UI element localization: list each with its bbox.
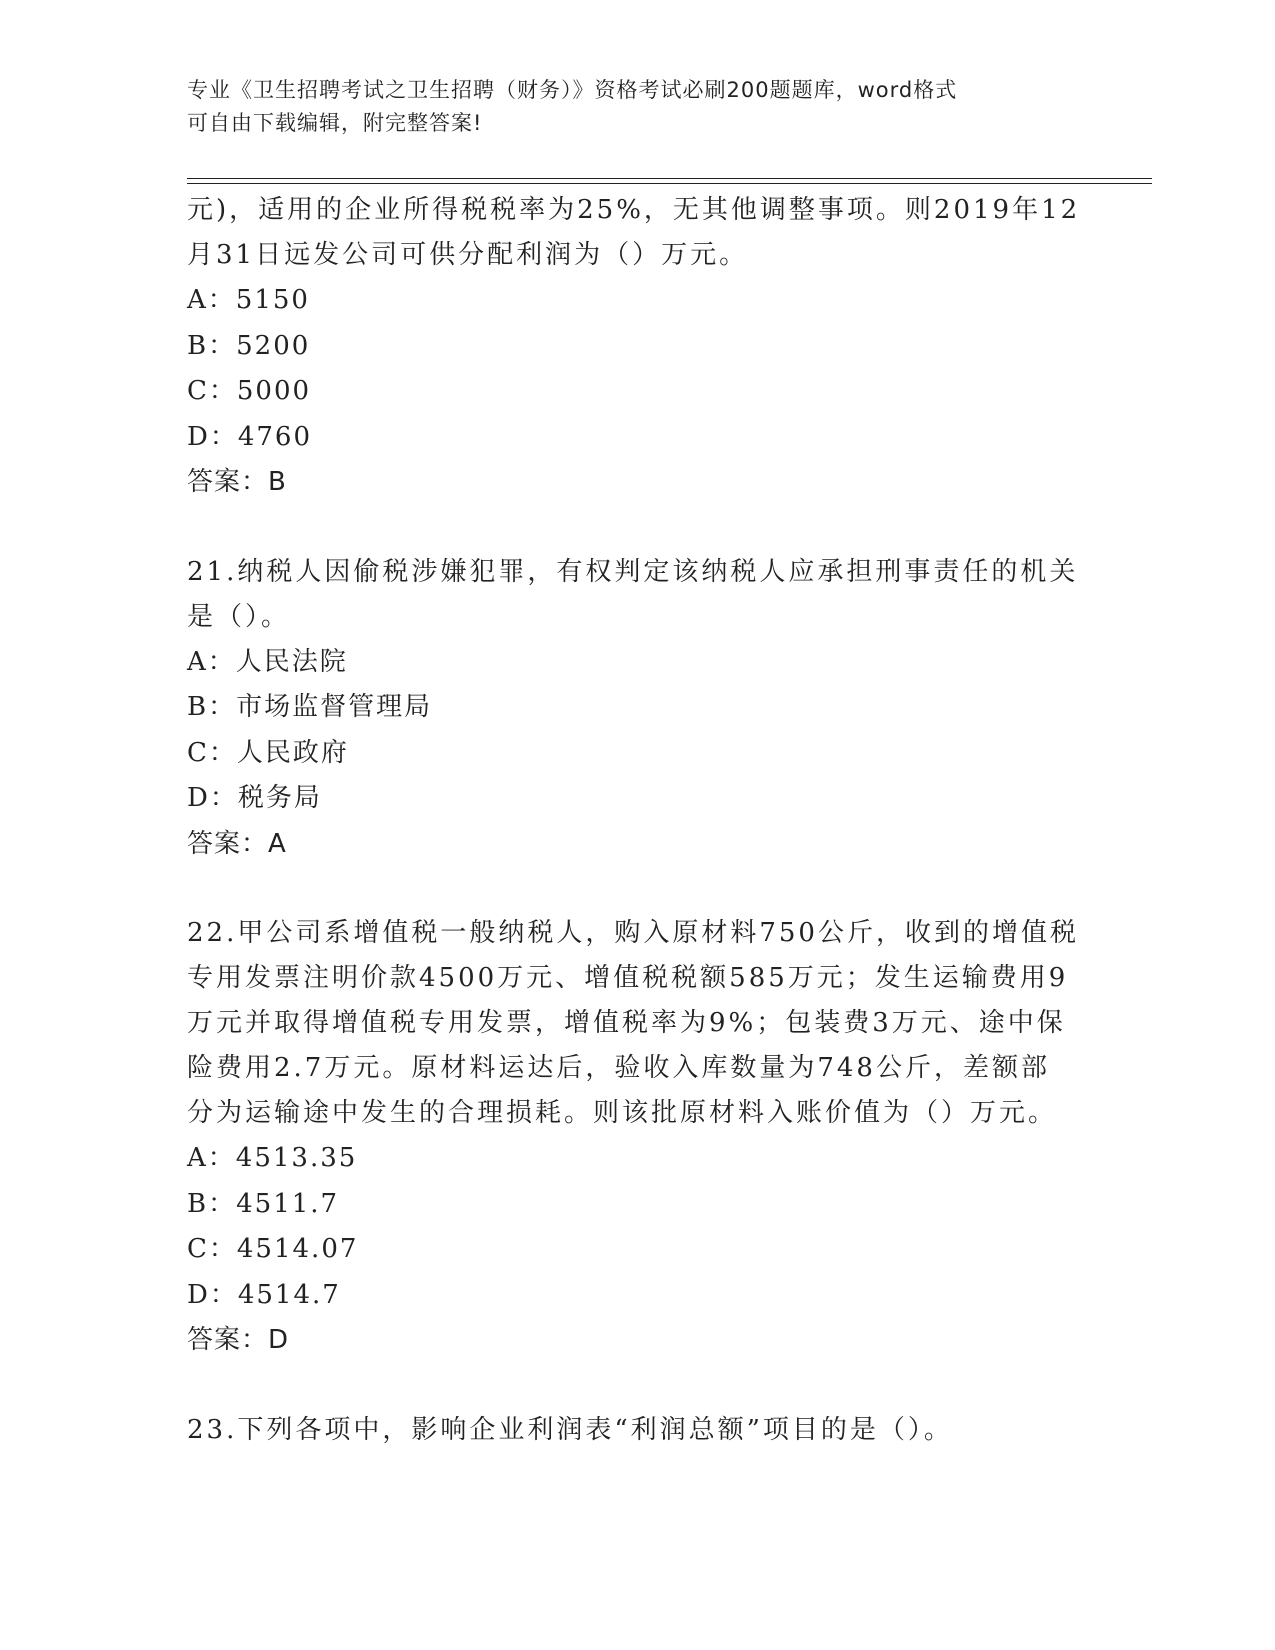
answer-line: 答案：D xyxy=(187,1325,290,1355)
answer-line: 答案：B xyxy=(187,467,287,497)
page-header xyxy=(187,74,1087,140)
option-c: C：4514.07 xyxy=(187,1234,359,1264)
question-text-line: 分为运输途中发生的合理损耗。则该批原材料入账价值为（）万元。 xyxy=(187,1098,1058,1128)
option-a: A：人民法院 xyxy=(187,646,348,677)
question-text-line: 21.纳税人因偷税涉嫌犯罪，有权判定该纳税人应承担刑事责任的机关 xyxy=(187,556,1079,587)
option-b: B：市场监督管理局 xyxy=(187,692,433,722)
question-23-block xyxy=(187,1408,1087,1453)
question-text-line: 是（）。 xyxy=(187,601,291,632)
header-title-line-2: 可自由下载编辑，附完整答案! xyxy=(187,111,483,135)
header-divider-bottom xyxy=(187,183,1152,184)
question-text-line: 险费用2.7万元。原材料运达后，验收入库数量为748公斤，差额部 xyxy=(187,1053,1050,1083)
question-20-block xyxy=(187,188,1087,506)
option-d: D：4760 xyxy=(187,421,313,452)
option-d: D：4514.7 xyxy=(187,1279,341,1310)
option-b: B：5200 xyxy=(187,330,311,361)
option-d: D：税务局 xyxy=(187,783,322,813)
answer-line: 答案：A xyxy=(187,828,287,859)
header-title-line-1: 专业《卫生招聘考试之卫生招聘（财务）》资格考试必刷200题题库，word格式 xyxy=(187,78,958,102)
question-text-line: 月31日远发公司可供分配利润为（）万元。 xyxy=(187,240,749,270)
question-text-line: 元)，适用的企业所得税税率为25%，无其他调整事项。则2019年12 xyxy=(187,195,1081,225)
question-21-block xyxy=(187,550,1087,868)
header-divider-top xyxy=(187,178,1152,179)
option-c: C：人民政府 xyxy=(187,737,349,768)
question-text-line: 23.下列各项中，影响企业利润表“利润总额”项目的是（）。 xyxy=(187,1414,953,1445)
question-22-block xyxy=(187,911,1087,1364)
option-a: A：4513.35 xyxy=(187,1143,358,1173)
question-text-line: 22.甲公司系增值税一般纳税人，购入原材料750公斤，收到的增值税 xyxy=(187,918,1079,948)
document-body xyxy=(187,188,1087,1453)
option-b: B：4511.7 xyxy=(187,1188,340,1219)
question-text-line: 专用发票注明价款4500万元、增值税税额585万元；发生运输费用9 xyxy=(187,963,1069,993)
option-c: C：5000 xyxy=(187,376,312,406)
option-a: A：5150 xyxy=(187,285,310,315)
question-text-line: 万元并取得增值税专用发票，增值税率为9%；包装费3万元、途中保 xyxy=(187,1008,1066,1038)
